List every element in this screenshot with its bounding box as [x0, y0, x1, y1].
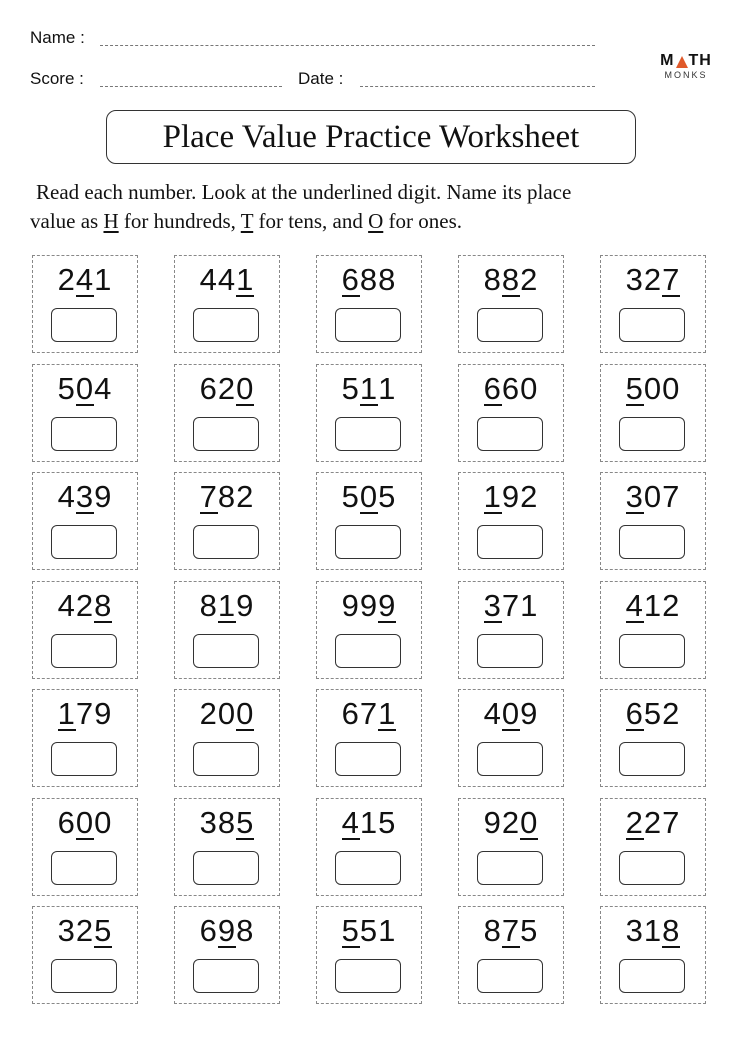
answer-box[interactable]	[477, 525, 543, 559]
problem-number	[317, 588, 421, 624]
digit: 2	[662, 696, 681, 731]
digit: 6	[501, 371, 521, 406]
digit: 9	[501, 479, 521, 514]
problem-cell	[32, 255, 138, 353]
problem-cell	[174, 581, 280, 679]
problem-number	[459, 371, 563, 407]
underlined-digit: 5	[341, 913, 360, 948]
answer-box[interactable]	[51, 525, 117, 559]
date-label: Date :	[298, 69, 344, 88]
underlined-digit: 4	[341, 805, 360, 840]
problem-number	[317, 913, 421, 949]
date-field[interactable]	[360, 86, 595, 87]
answer-box[interactable]	[335, 959, 401, 993]
instructions	[30, 178, 720, 236]
problem-cell	[174, 906, 280, 1004]
digit: 7	[662, 805, 681, 840]
digit: 0	[643, 371, 663, 406]
answer-box[interactable]	[619, 417, 685, 451]
answer-box[interactable]	[477, 634, 543, 668]
digit: 9	[94, 696, 113, 731]
digit: 2	[199, 696, 218, 731]
problem-cell	[600, 364, 706, 462]
digit: 1	[520, 588, 539, 623]
tens-symbol: T	[240, 209, 254, 233]
problem-number	[317, 479, 421, 515]
underlined-digit: 0	[236, 371, 255, 406]
problem-number	[459, 913, 563, 949]
problem-number	[33, 371, 137, 407]
answer-box[interactable]	[51, 742, 117, 776]
underlined-digit: 1	[483, 479, 502, 514]
underlined-digit: 5	[625, 371, 644, 406]
digit: 9	[341, 588, 360, 623]
digit: 2	[75, 588, 95, 623]
underlined-digit: 0	[520, 805, 539, 840]
underlined-digit: 7	[662, 262, 681, 297]
score-field[interactable]	[100, 86, 282, 87]
digit: 7	[75, 696, 95, 731]
digit: 4	[199, 262, 218, 297]
problem-number	[33, 588, 137, 624]
problem-cell	[316, 364, 422, 462]
underlined-digit: 4	[625, 588, 644, 623]
underlined-digit: 3	[75, 479, 95, 514]
digit: 5	[341, 371, 360, 406]
answer-box[interactable]	[193, 742, 259, 776]
problem-cell	[174, 472, 280, 570]
answer-box[interactable]	[619, 959, 685, 993]
digit: 9	[236, 588, 255, 623]
underlined-digit: 5	[94, 913, 113, 948]
digit: 2	[520, 262, 539, 297]
digit: 5	[341, 479, 360, 514]
problem-number	[317, 371, 421, 407]
digit: 6	[199, 371, 218, 406]
problem-number	[317, 696, 421, 732]
digit: 0	[662, 371, 681, 406]
digit: 6	[341, 696, 360, 731]
problem-cell	[32, 906, 138, 1004]
digit: 3	[199, 805, 218, 840]
answer-box[interactable]	[193, 308, 259, 342]
digit: 5	[359, 913, 379, 948]
digit: 3	[625, 913, 644, 948]
digit: 2	[75, 913, 95, 948]
digit: 6	[57, 805, 76, 840]
digit: 8	[217, 479, 237, 514]
problem-cell	[458, 255, 564, 353]
digit: 0	[94, 805, 113, 840]
ones-symbol: O	[368, 209, 384, 233]
digit: 0	[643, 479, 663, 514]
digit: 8	[483, 262, 502, 297]
problem-cell	[458, 906, 564, 1004]
problem-number	[601, 479, 705, 515]
problem-cell	[458, 689, 564, 787]
digit: 8	[378, 262, 397, 297]
problem-cell	[32, 689, 138, 787]
underlined-digit: 3	[625, 479, 644, 514]
underlined-digit: 6	[625, 696, 644, 731]
answer-box[interactable]	[477, 308, 543, 342]
digit: 7	[662, 479, 681, 514]
digit: 7	[501, 588, 521, 623]
score-label: Score :	[30, 69, 84, 88]
problem-cell	[458, 472, 564, 570]
problem-cell	[32, 472, 138, 570]
answer-box[interactable]	[619, 525, 685, 559]
answer-box[interactable]	[51, 959, 117, 993]
problem-cell	[458, 798, 564, 896]
instr-text-c: for tens, and	[258, 209, 363, 233]
digit: 5	[57, 371, 76, 406]
problem-number	[601, 805, 705, 841]
problem-cell	[600, 906, 706, 1004]
problem-cell	[600, 472, 706, 570]
answer-box[interactable]	[477, 851, 543, 885]
underlined-digit: 1	[378, 696, 397, 731]
problem-cell	[600, 689, 706, 787]
problem-cell	[600, 798, 706, 896]
digit: 8	[359, 262, 379, 297]
problem-number	[175, 371, 279, 407]
worksheet-title	[106, 110, 636, 164]
triangle-icon	[676, 56, 688, 68]
answer-box[interactable]	[335, 525, 401, 559]
underlined-digit: 0	[359, 479, 379, 514]
digit: 2	[643, 262, 663, 297]
digit: 3	[625, 262, 644, 297]
digit: 2	[57, 262, 76, 297]
digit: 2	[501, 805, 521, 840]
instr-text-d: for ones.	[388, 209, 463, 233]
problem-number	[601, 371, 705, 407]
answer-box[interactable]	[193, 525, 259, 559]
name-label: Name :	[30, 28, 85, 47]
underlined-digit: 4	[75, 262, 95, 297]
problem-number	[459, 805, 563, 841]
problem-number	[33, 913, 137, 949]
underlined-digit: 6	[341, 262, 360, 297]
answer-box[interactable]	[619, 742, 685, 776]
problem-number	[601, 913, 705, 949]
digit: 2	[217, 371, 237, 406]
answer-box[interactable]	[477, 742, 543, 776]
digit: 9	[483, 805, 502, 840]
answer-box[interactable]	[193, 417, 259, 451]
answer-box[interactable]	[335, 742, 401, 776]
answer-box[interactable]	[51, 851, 117, 885]
digit: 1	[359, 805, 379, 840]
logo-subtitle: MONKS	[664, 70, 708, 80]
math-monks-logo	[656, 52, 716, 81]
problem-number	[459, 696, 563, 732]
underlined-digit: 6	[483, 371, 502, 406]
underlined-digit: 7	[501, 913, 521, 948]
underlined-digit: 3	[483, 588, 502, 623]
problem-number	[459, 262, 563, 298]
answer-box[interactable]	[477, 959, 543, 993]
underlined-digit: 8	[501, 262, 521, 297]
logo-letters-th: TH	[688, 52, 712, 69]
logo-letter-m: M	[660, 52, 675, 69]
digit: 0	[520, 371, 539, 406]
problem-number	[317, 262, 421, 298]
hundreds-symbol: H	[103, 209, 119, 233]
problem-cell	[316, 472, 422, 570]
problem-cell	[32, 581, 138, 679]
problem-cell	[458, 581, 564, 679]
answer-box[interactable]	[619, 308, 685, 342]
digit: 3	[57, 913, 76, 948]
underlined-digit: 0	[501, 696, 521, 731]
digit: 1	[643, 588, 663, 623]
digit: 9	[520, 696, 539, 731]
underlined-digit: 0	[75, 371, 95, 406]
underlined-digit: 8	[662, 913, 681, 948]
problem-cell	[174, 255, 280, 353]
answer-box[interactable]	[619, 851, 685, 885]
problem-number	[175, 696, 279, 732]
digit: 9	[359, 588, 379, 623]
problem-cell	[600, 581, 706, 679]
problem-cell	[458, 364, 564, 462]
digit: 2	[236, 479, 255, 514]
problem-cell	[32, 364, 138, 462]
digit: 1	[378, 371, 397, 406]
digit: 1	[94, 262, 113, 297]
problem-cell	[600, 255, 706, 353]
digit: 9	[94, 479, 113, 514]
underlined-digit: 0	[236, 696, 255, 731]
answer-box[interactable]	[193, 959, 259, 993]
answer-box[interactable]	[51, 634, 117, 668]
problem-number	[317, 805, 421, 841]
problem-cell	[174, 689, 280, 787]
problem-number	[601, 588, 705, 624]
problem-cell	[174, 364, 280, 462]
underlined-digit: 1	[359, 371, 379, 406]
digit: 1	[643, 913, 663, 948]
answer-box[interactable]	[193, 634, 259, 668]
digit: 8	[236, 913, 255, 948]
answer-box[interactable]	[619, 634, 685, 668]
digit: 5	[378, 805, 397, 840]
problem-number	[459, 479, 563, 515]
problem-cell	[174, 798, 280, 896]
underlined-digit: 1	[217, 588, 237, 623]
problem-number	[175, 805, 279, 841]
instructions-line-1: Read each number. Look at the underlined digit. Name its place	[36, 180, 572, 204]
digit: 5	[378, 479, 397, 514]
digit: 4	[57, 588, 76, 623]
problem-number	[175, 913, 279, 949]
digit: 4	[483, 696, 502, 731]
problem-cell	[316, 798, 422, 896]
underlined-digit: 9	[378, 588, 397, 623]
digit: 5	[520, 913, 539, 948]
problem-number	[601, 696, 705, 732]
digit: 5	[643, 696, 663, 731]
answer-box[interactable]	[477, 417, 543, 451]
underlined-digit: 1	[57, 696, 76, 731]
answer-box[interactable]	[335, 417, 401, 451]
digit: 2	[520, 479, 539, 514]
underlined-digit: 8	[94, 588, 113, 623]
underlined-digit: 7	[199, 479, 218, 514]
digit: 7	[359, 696, 379, 731]
underlined-digit: 0	[75, 805, 95, 840]
digit: 2	[643, 805, 663, 840]
answer-box[interactable]	[193, 851, 259, 885]
underlined-digit: 1	[236, 262, 255, 297]
digit: 8	[483, 913, 502, 948]
answer-box[interactable]	[335, 634, 401, 668]
answer-box[interactable]	[335, 851, 401, 885]
digit: 4	[94, 371, 113, 406]
digit: 4	[217, 262, 237, 297]
instructions-line-2	[30, 207, 720, 236]
problem-cell	[316, 689, 422, 787]
answer-box[interactable]	[335, 308, 401, 342]
digit: 0	[217, 696, 237, 731]
problem-cell	[32, 798, 138, 896]
problem-number	[601, 262, 705, 298]
underlined-digit: 5	[236, 805, 255, 840]
underlined-digit: 2	[625, 805, 644, 840]
digit: 4	[57, 479, 76, 514]
answer-box[interactable]	[51, 308, 117, 342]
problem-number	[33, 262, 137, 298]
answer-box[interactable]	[51, 417, 117, 451]
problem-number	[33, 479, 137, 515]
name-field[interactable]	[100, 45, 595, 46]
digit: 8	[217, 805, 237, 840]
digit: 8	[199, 588, 218, 623]
problem-number	[175, 479, 279, 515]
problem-cell	[316, 255, 422, 353]
instr-text-a: value as	[30, 209, 99, 233]
problem-number	[175, 262, 279, 298]
underlined-digit: 9	[217, 913, 237, 948]
digit: 1	[378, 913, 397, 948]
digit: 6	[199, 913, 218, 948]
problem-number	[175, 588, 279, 624]
instr-text-b: for hundreds,	[123, 209, 236, 233]
problem-number	[33, 805, 137, 841]
problem-cell	[316, 581, 422, 679]
title-text: Place Value Practice Worksheet	[162, 118, 580, 155]
digit: 2	[662, 588, 681, 623]
problem-number	[33, 696, 137, 732]
problem-cell	[316, 906, 422, 1004]
problem-number	[459, 588, 563, 624]
